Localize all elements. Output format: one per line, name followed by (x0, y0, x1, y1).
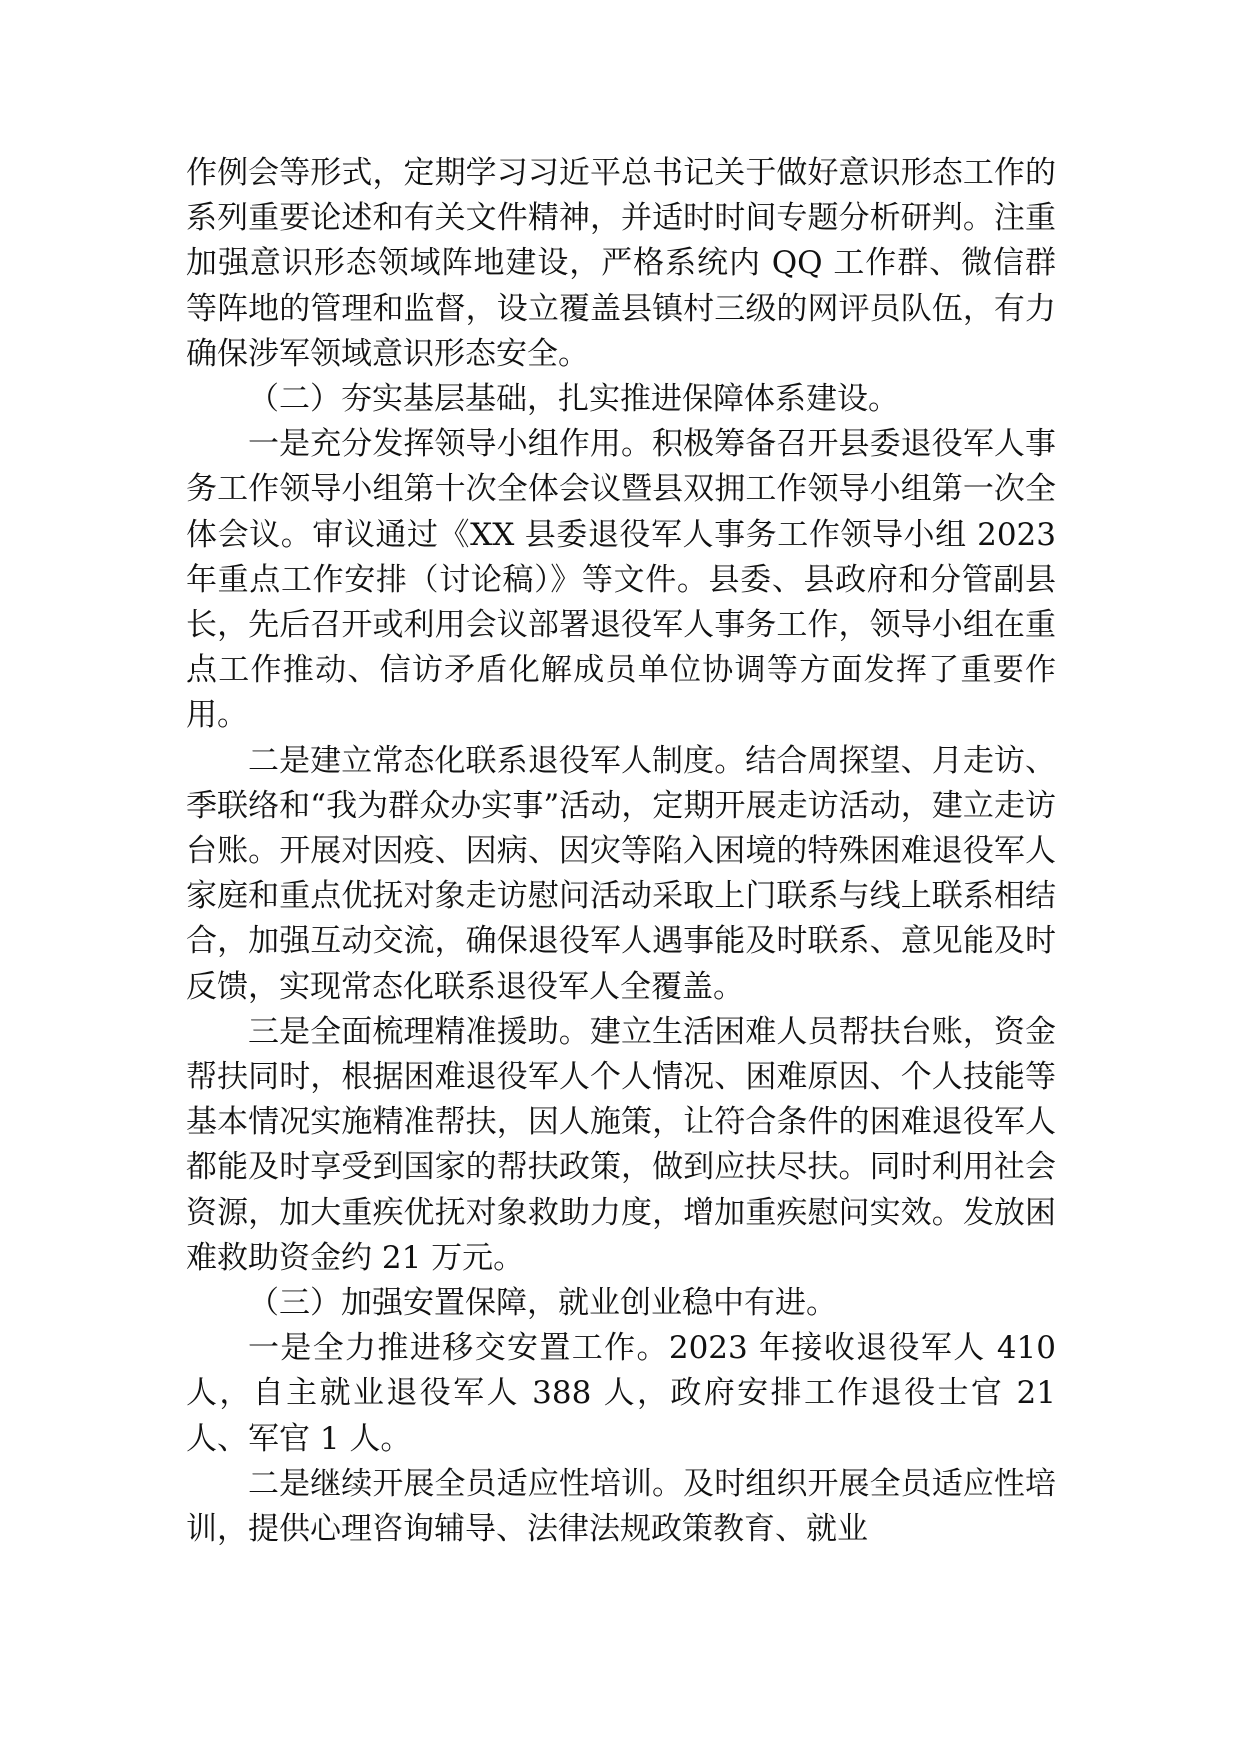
document-page (186, 151, 1056, 1552)
section-heading-2: （二）夯实基层基础，扎实推进保障体系建设。 (248, 381, 899, 418)
body-paragraph-precise-assistance: 三是全面梳理精准援助。建立生活困难人员帮扶台账，资金帮扶同时，根据困难退役军人个人情况、困难原因、个人技能等基本情况实施精准帮扶，因人施策，让符合条件的困难退役军人都能及时享受到国家的帮扶政策，做到应扶尽扶。同时利用社会资源，加大重疾优抚对象救助力度，增加重疾慰问实效。发放困难救助资金约 21 万元。 (186, 1013, 1056, 1276)
section-heading-3: （三）加强安置保障，就业创业稳中有进。 (248, 1285, 837, 1322)
body-paragraph-continuation: 作例会等形式，定期学习习近平总书记关于做好意识形态工作的系列重要论述和有关文件精神，并适时时间专题分析研判。注重加强意识形态领域阵地建设，严格系统内 QQ 工作群、微信群等阵地的管理和监督，设立覆盖县镇村三级的网评员队伍，有力确保涉军领域意识形态安全。 (186, 155, 1056, 372)
body-paragraph-resettlement: 一是全力推进移交安置工作。2023 年接收退役军人 410 人，自主就业退役军人 388 人，政府安排工作退役士官 21 人、军官 1 人。 (186, 1330, 1056, 1457)
body-paragraph-adaptive-training: 二是继续开展全员适应性培训。及时组织开展全员适应性培训，提供心理咨询辅导、法律法规政策教育、就业 (186, 1465, 1056, 1548)
body-paragraph-leadership-group: 一是充分发挥领导小组作用。积极筹备召开县委退役军人事务工作领导小组第十次全体会议暨县双拥工作领导小组第一次全体会议。审议通过《XX 县委退役军人事务工作领导小组 2023 年重点工作安排（讨论稿）》等文件。县委、县政府和分管副县长，先后召开或利用会议部署退役军人事务工作，领导小组在重点工作推动、信访矛盾化解成员单位协调等方面发挥了重要作用。 (186, 426, 1056, 734)
body-paragraph-regular-contact: 二是建立常态化联系退役军人制度。结合周探望、月走访、季联络和“我为群众办实事”活动，定期开展走访活动，建立走访台账。开展对因疫、因病、因灾等陷入困境的特殊困难退役军人家庭和重点优抚对象走访慰问活动采取上门联系与线上联系相结合，加强互动交流，确保退役军人遇事能及时联系、意见能及时反馈，实现常态化联系退役军人全覆盖。 (186, 742, 1056, 1005)
